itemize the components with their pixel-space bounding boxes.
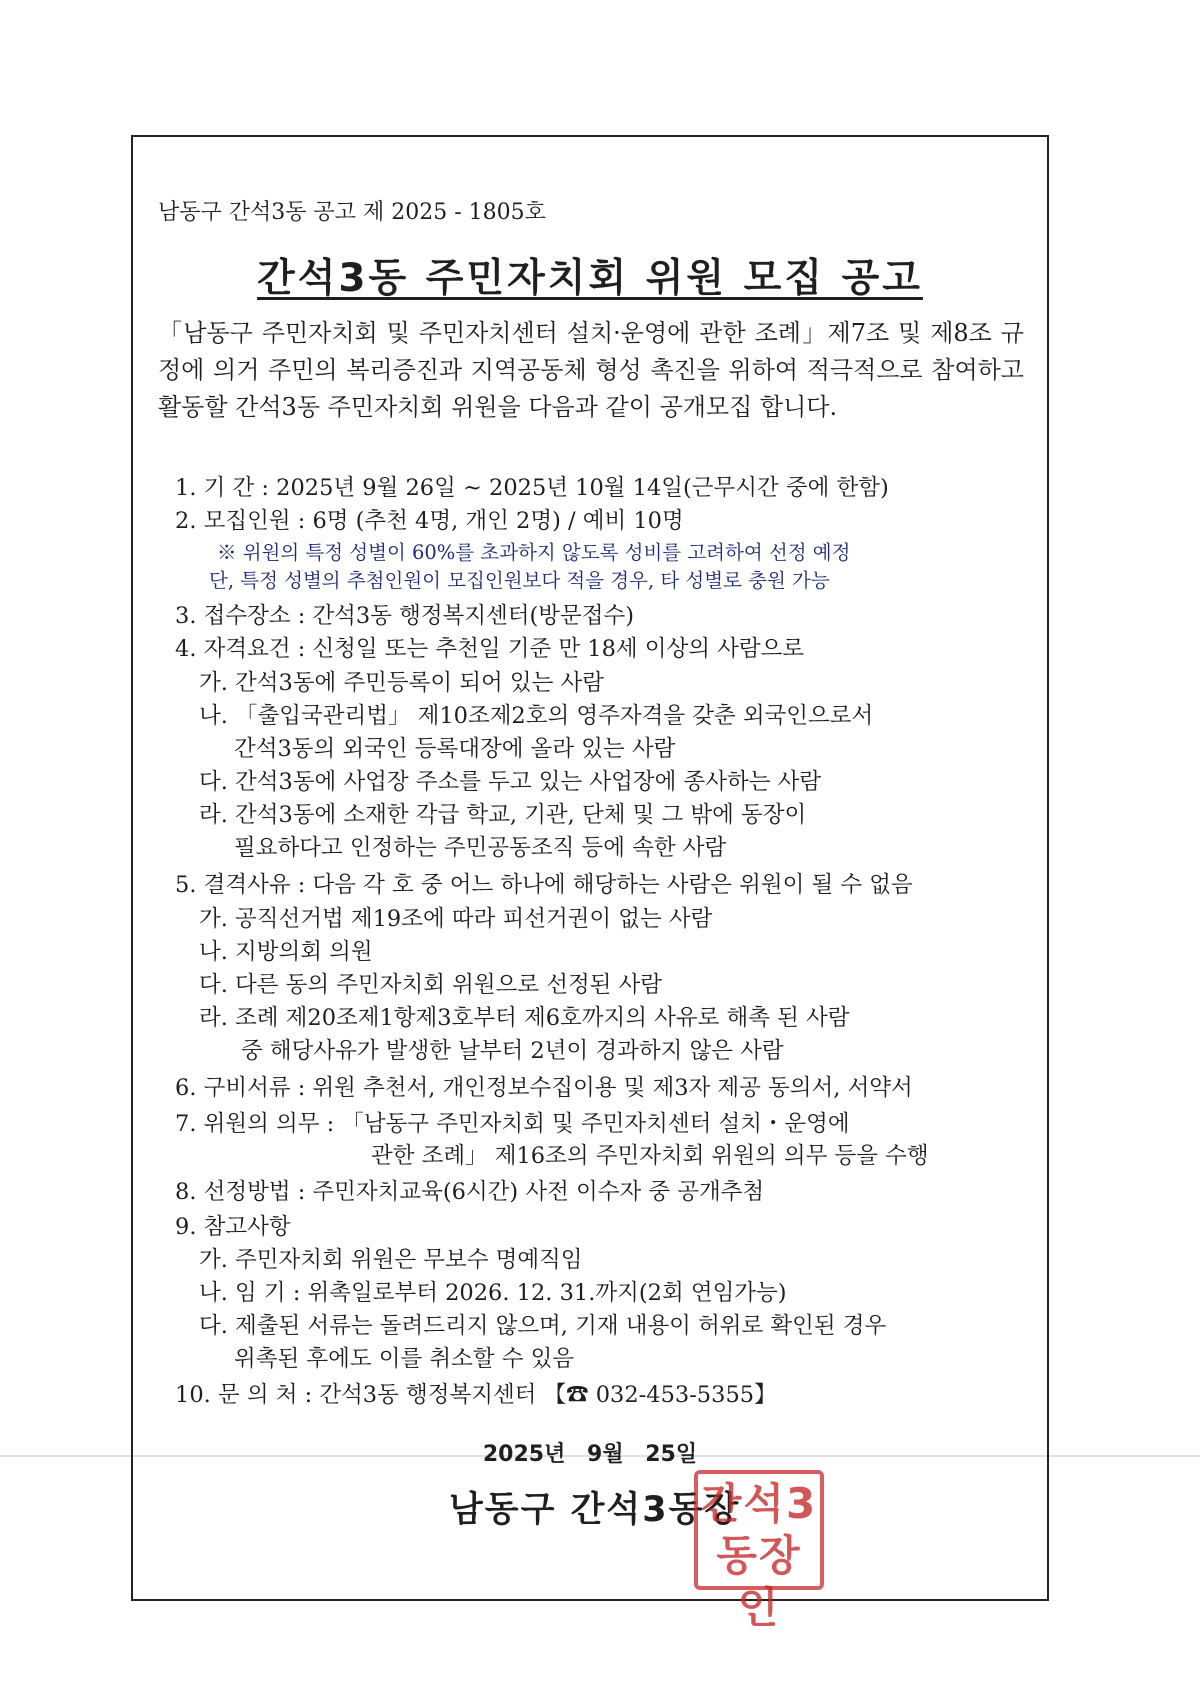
reference-b: 나. 임 기 : 위촉일로부터 2026. 12. 31.까지(2회 연임가능) bbox=[199, 1280, 787, 1306]
signer-name: 남동구 간석3동장 bbox=[449, 1490, 741, 1530]
item-duties-cont: 관한 조례」 제16조의 주민자치회 위원의 의무 등을 수행 bbox=[371, 1143, 929, 1169]
item-duties: 7. 위원의 의무 : 「남동구 주민자치회 및 주민자치센터 설치・운영에 bbox=[175, 1111, 850, 1137]
intro-paragraph: 「남동구 주민자치회 및 주민자치센터 설치·운영에 관한 조례」제7조 및 제8조 규정에 의거 주민의 복리증진과 지역공동체 형성 촉진을 위하여 적극적으로 참여하고 활동할 간석3동 주민자치회 위원을 다음과 같이 공개모집 합니다. bbox=[158, 319, 1024, 421]
disqualification-b: 나. 지방의회 의원 bbox=[199, 939, 373, 965]
notice-frame bbox=[131, 135, 1049, 1601]
item-references: 9. 참고사항 bbox=[175, 1214, 291, 1240]
disqualification-c: 다. 다른 동의 주민자치회 위원으로 선정된 사람 bbox=[199, 972, 663, 998]
disqualification-d: 라. 조례 제20조제1항제3호부터 제6호까지의 사유로 해촉 된 사람 bbox=[199, 1005, 850, 1031]
item-documents: 6. 구비서류 : 위원 추천서, 개인정보수집이용 및 제3자 제공 동의서, 서약서 bbox=[175, 1075, 913, 1101]
official-seal-stamp bbox=[694, 1470, 824, 1632]
seal-line-2: 동장인 bbox=[716, 1531, 802, 1632]
seal-line-1: 간석3 bbox=[700, 1479, 818, 1528]
item-selection: 8. 선정방법 : 주민자치교육(6시간) 사전 이수자 중 공개추첨 bbox=[175, 1179, 765, 1205]
item-recruit-count: 2. 모집인원 : 6명 (추천 4명, 개인 2명) / 예비 10명 bbox=[175, 508, 684, 534]
reference-c: 다. 제출된 서류는 돌려드리지 않으며, 기재 내용이 허위로 확인된 경우 bbox=[199, 1313, 887, 1339]
eligibility-c: 다. 간석3동에 사업장 주소를 두고 있는 사업장에 종사하는 사람 bbox=[199, 769, 822, 795]
disqualification-d-cont: 중 해당사유가 발생한 날부터 2년이 경과하지 않은 사람 bbox=[241, 1038, 784, 1064]
document-title-text: 간석3동 주민자치회 위원 모집 공고 bbox=[257, 256, 923, 301]
eligibility-b-cont: 간석3동의 외국인 등록대장에 올라 있는 사람 bbox=[234, 736, 676, 762]
reference-c-cont: 위촉된 후에도 이를 취소할 수 있음 bbox=[234, 1346, 575, 1372]
item-eligibility: 4. 자격요건 : 신청일 또는 추천일 기준 만 18세 이상의 사람으로 bbox=[175, 636, 805, 662]
note-gender-ratio: ※ 위원의 특정 성별이 60%를 초과하지 않도록 성비를 고려하여 선정 예정 bbox=[217, 541, 851, 564]
notice-number: 남동구 간석3동 공고 제 2025 - 1805호 bbox=[158, 200, 546, 225]
disqualification-a: 가. 공직선거법 제19조에 따라 피선거권이 없는 사람 bbox=[199, 906, 713, 932]
item-disqualification: 5. 결격사유 : 다음 각 호 중 어느 하나에 해당하는 사람은 위원이 될 수 없음 bbox=[175, 872, 913, 898]
reference-a: 가. 주민자치회 위원은 무보수 명예직임 bbox=[199, 1247, 583, 1273]
eligibility-d: 라. 간석3동에 소재한 각급 학교, 기관, 단체 및 그 밖에 동장이 bbox=[199, 802, 807, 828]
note-gender-fill: 단, 특정 성별의 추첨인원이 모집인원보다 적을 경우, 타 성별로 충원 가능 bbox=[209, 569, 830, 592]
item-contact: 10. 문 의 처 : 간석3동 행정복지센터 【☎ 032-453-5355】 bbox=[175, 1382, 777, 1408]
eligibility-d-cont: 필요하다고 인정하는 주민공동조직 등에 속한 사람 bbox=[234, 835, 727, 861]
notice-date: 2025년 9월 25일 bbox=[482, 1442, 698, 1467]
eligibility-b: 나. 「출입국관리법」 제10조제2호의 영주자격을 갖춘 외국인으로서 bbox=[199, 703, 874, 729]
document-title bbox=[133, 247, 1047, 303]
item-reception-place: 3. 접수장소 : 간석3동 행정복지센터(방문접수) bbox=[175, 603, 635, 629]
item-period: 1. 기 간 : 2025년 9월 26일 ~ 2025년 10월 14일(근무시간 중에 한함) bbox=[175, 475, 889, 501]
eligibility-a: 가. 간석3동에 주민등록이 되어 있는 사람 bbox=[199, 670, 604, 696]
